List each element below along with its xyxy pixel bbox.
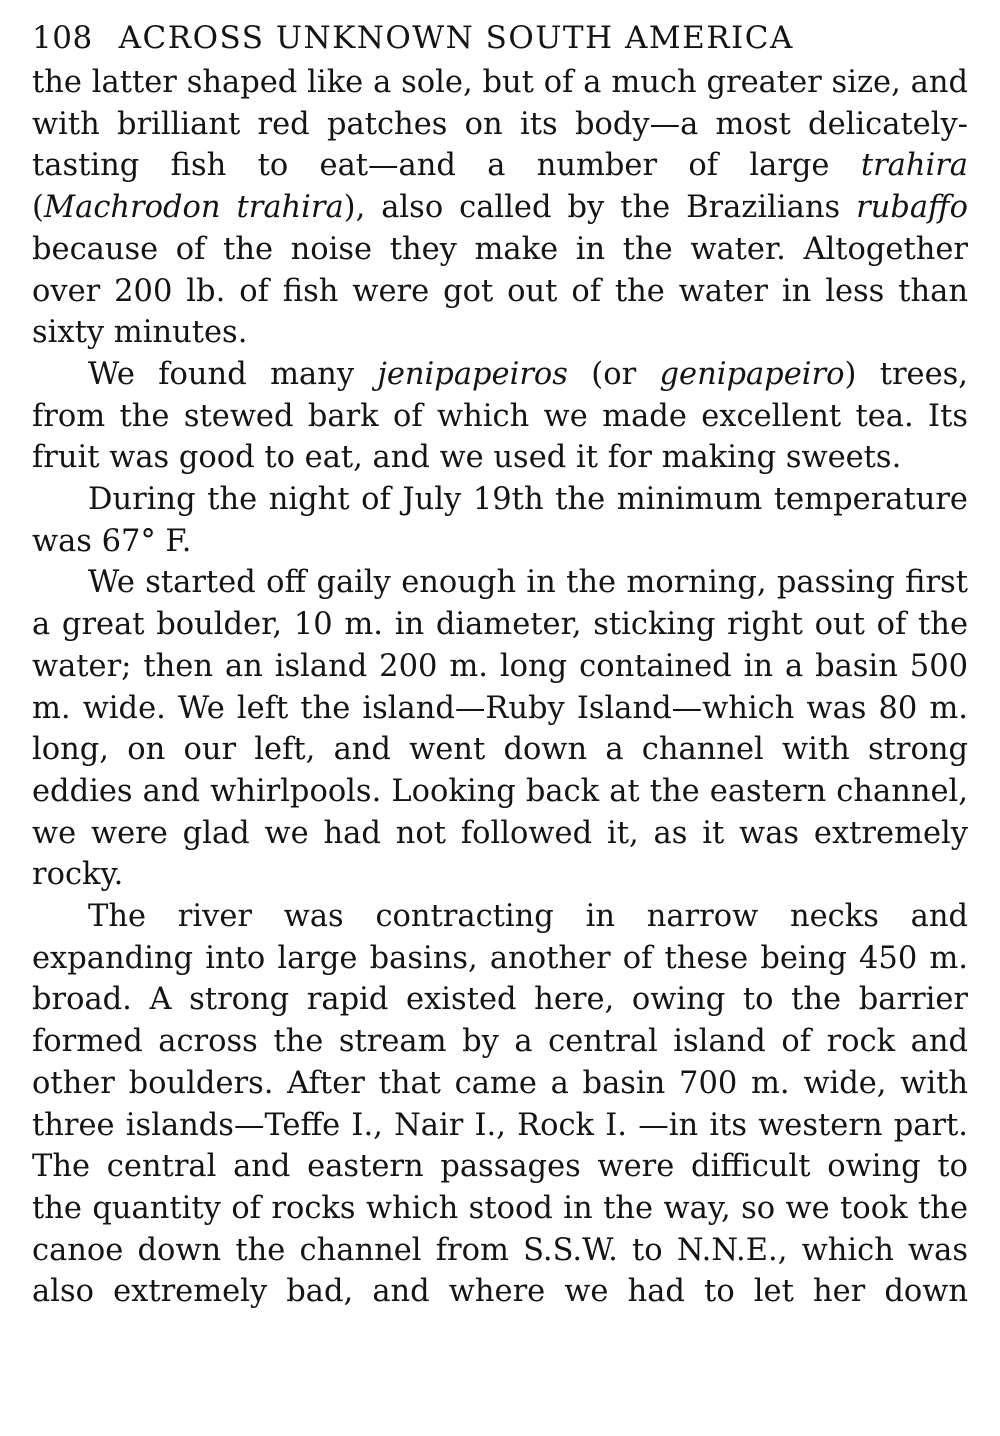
paragraph-river-basins: The river was contracting in narrow necks and expanding into large basins, another of these being 450 m. broad. A strong rapid existed here, owing to the barrier formed across the stream by a central island of rock and other boulders. After that came a basin 700 m. wide, with three islands—Teffe I., Nair I., Rock I. —in its western part. The central and eastern passages were difficult owing to the quantity of rocks which stood in the way, so we took the canoe down the channel from S.S.W. to N.N.E., which was also extremely bad, and where we had to let her down — [32, 899, 968, 1310]
italic-term: trahira — [860, 148, 968, 184]
paragraph-jenipapeiros — [32, 354, 968, 479]
text-segment: ), also called by the Brazilians — [343, 190, 857, 226]
paragraph-fish-catch — [32, 62, 968, 354]
book-page — [32, 14, 968, 1313]
text-segment: because of the noise they make in the water. Altogether over 200 lb. of fish were got out of the water in less than sixty minutes. — [32, 231, 968, 351]
text-segment: ( — [32, 190, 44, 226]
text-segment: (or — [567, 356, 660, 392]
text-segment: We found many — [88, 356, 378, 392]
text-segment: ) trees, from the stewed bark of which we made excellent tea. Its fruit was good to eat, and we used it for making sweets. — [32, 356, 968, 476]
italic-term: rubaffo — [856, 190, 968, 226]
italic-term: genipapeiro — [659, 356, 845, 392]
running-title: ACROSS UNKNOWN SOUTH AMERICA — [118, 20, 794, 56]
paragraph-night-temperature: During the night of July 19th the minimum temperature was 67° F. — [32, 482, 968, 559]
italic-term: jenipapeiros — [377, 356, 568, 392]
italic-term: Machrodon trahira — [43, 190, 344, 226]
paragraph-morning-start: We started off gaily enough in the morning, passing first a great boulder, 10 m. in diameter, sticking right out of the water; then an island 200 m. long contained in a basin 500 m. wide. We left the island—Ruby Island—which was 80 m. long, on our left, and went down a channel with strong eddies and whirlpools. Looking back at the eastern channel, we were glad we had not followed it, as it was extremely rocky. — [32, 565, 968, 893]
page-number: 108 — [32, 20, 93, 56]
text-segment: the latter shaped like a sole, but of a much greater size, and with brilliant red patches on its body—a most delicately-tasting fish to eat—and a number of large — [32, 65, 968, 184]
running-head — [32, 14, 968, 62]
